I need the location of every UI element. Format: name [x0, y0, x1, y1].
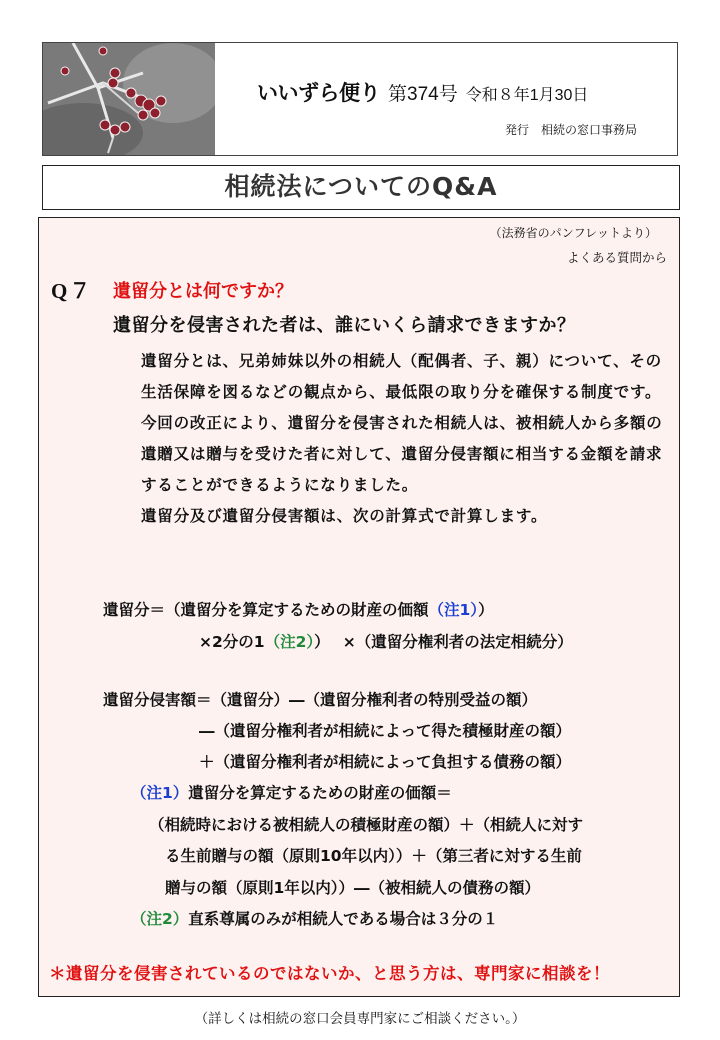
footnotes: [131, 778, 671, 936]
question-title: 遺留分とは何ですか？: [113, 281, 293, 302]
page-title-box: [42, 165, 680, 210]
source-note: （法務省のパンフレットより）: [489, 226, 657, 240]
issue-date: 令和８年1月30日: [465, 87, 589, 104]
note2-ref: （注2）: [264, 633, 315, 651]
answer-paragraph: 遺留分及び遺留分侵害額は、次の計算式で計算します。: [141, 507, 548, 525]
newsletter-header: [42, 42, 678, 156]
qa-content: [38, 217, 680, 997]
note1-label: （注1）: [131, 784, 189, 802]
section-note: よくある質問から: [566, 250, 667, 265]
page-title: 相続法についてのQ&A: [224, 172, 498, 201]
formula-shingai-line3: ＋（遺留分権利者が相続によって負担する債務の額）: [199, 753, 572, 771]
publisher: 発行 相続の窓口事務局: [504, 123, 637, 137]
formula-iryubun-line1: 遺留分＝（遺留分を算定するための財産の価額（注1））: [103, 601, 494, 619]
question-subtitle: 遺留分を侵害された者は、誰にいくら請求できますか？: [113, 315, 576, 336]
question-label: Q７: [51, 279, 93, 303]
formula-iryubun-line2: ×2分の1（注2）） ×（遺留分権利者の法定相続分）: [199, 633, 573, 651]
formula-shingai-line1: 遺留分侵害額＝（遺留分）―（遺留分権利者の特別受益の額）: [103, 691, 538, 709]
footer-note: （詳しくは相続の窓口会員専門家にご相談ください。）: [194, 1011, 526, 1027]
issue-number: 第374号: [388, 84, 458, 105]
answer-paragraph: 遺留分とは、兄弟姉妹以外の相続人（配偶者、子、親）について、その生活保障を図るなどの観点から、最低限の取り分を確保する制度です。: [141, 352, 662, 401]
newsletter-name: いいずら便り: [257, 82, 380, 105]
berries-image-icon: [43, 43, 215, 155]
note1-line: （相続時における被相続人の積極財産の額）＋（相続人に対す: [149, 815, 584, 834]
note1-ref: （注1）: [428, 601, 479, 619]
note2-label: （注2）: [131, 910, 189, 928]
consult-warning: ＊遺留分を侵害されているのではないか、と思う方は、専門家に相談を！: [49, 964, 610, 983]
answer-paragraph: 今回の改正により、遺留分を侵害された相続人は、被相続人から多額の遺贈又は贈与を受けた者に対して、遺留分侵害額に相当する金額を請求することができるようになりました。: [141, 414, 663, 494]
answer-body: [141, 346, 669, 532]
note1-line: 贈与の額（原則1年以内））―（被相続人の債務の額）: [165, 878, 541, 897]
header-photo: [43, 43, 215, 155]
formula-shingai-line2: ―（遺留分権利者が相続によって得た積極財産の額）: [199, 722, 572, 740]
note1-line: る生前贈与の額（原則10年以内））＋（第三者に対する生前: [165, 847, 582, 865]
note1-header: （注1）遺留分を算定するための財産の価額＝: [131, 784, 452, 802]
note2: （注2）直系尊属のみが相続人である場合は３分の１: [131, 910, 499, 928]
masthead: [257, 77, 588, 107]
